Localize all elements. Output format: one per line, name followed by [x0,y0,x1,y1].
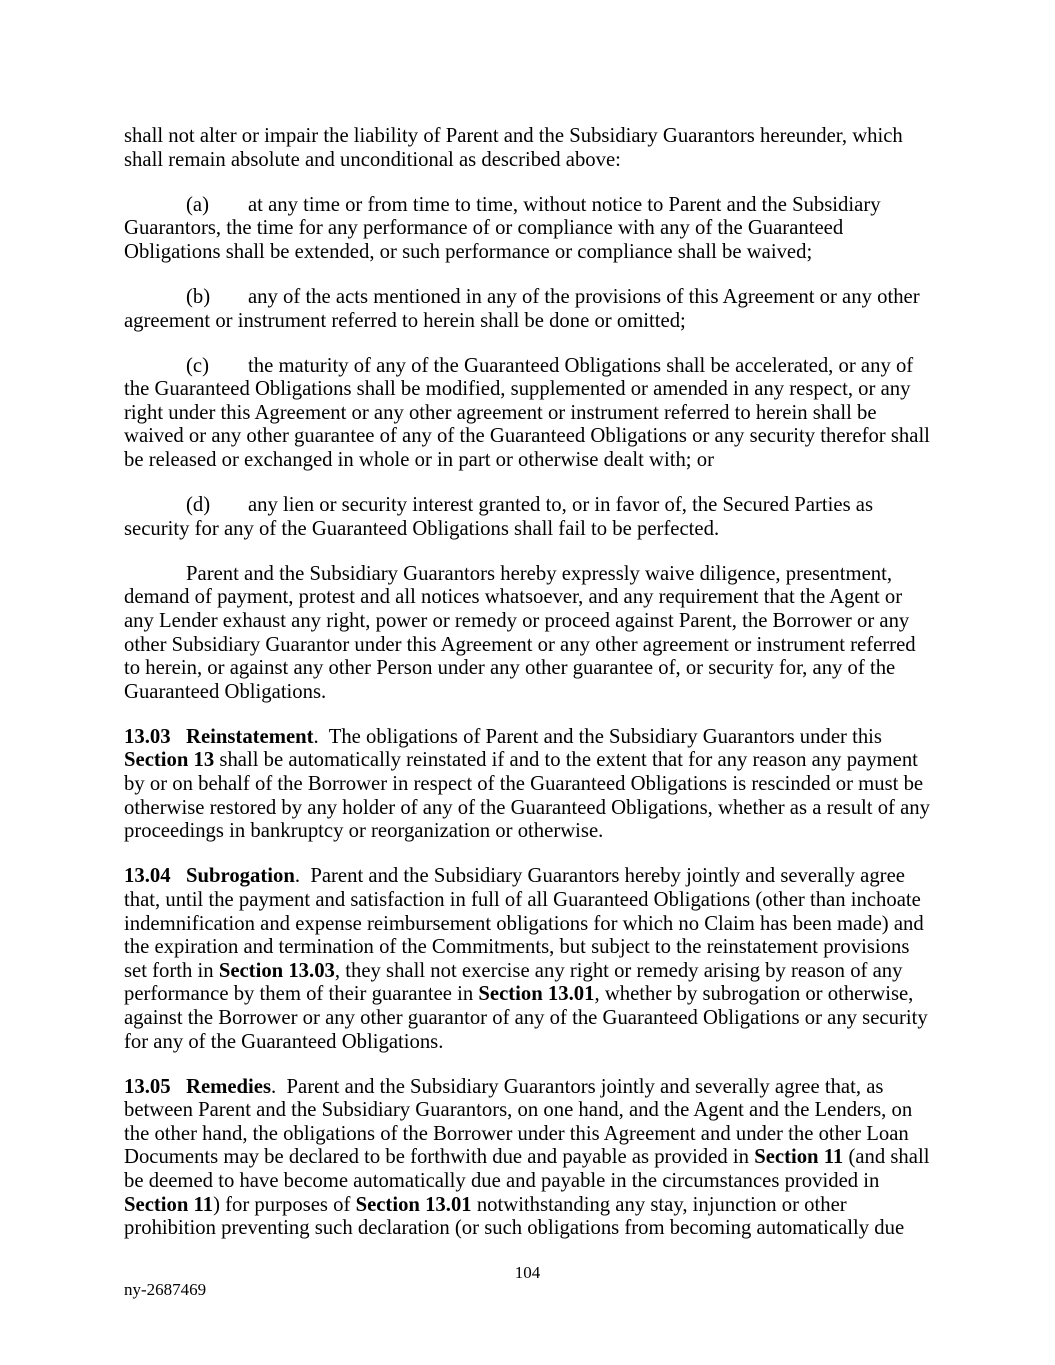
text-line: that, until the payment and satisfaction in full of all Guaranteed Obligations (other than inchoate [124,888,921,911]
text-line: right under this Agreement or any other agreement or instrument referred to herein shall be [124,401,877,424]
text-line: be deemed to have become automatically due and payable in the circumstances provided in [124,1169,880,1192]
text-line: by or on behalf of the Borrower in respect of the Guaranteed Obligations is rescinded or must be [124,773,924,796]
text-line: any Lender exhaust any right, power or remedy or proceed against Parent, the Borrower or any [124,610,910,632]
text-line: other Subsidiary Guarantor under this Agreement or any other agreement or instrument referred [124,633,916,656]
text-run: any lien or security interest granted to, or in favor of, the Secured Parties as [248,494,874,517]
text-line: be released or exchanged in whole or in part or otherwise dealt with; or [124,449,714,472]
section-13-04 [124,865,931,1054]
text-line: agreement or instrument referred to herein shall be done or omitted; [124,309,686,332]
clause-label: (d) [186,494,211,517]
text-line: indemnification and expense reimbursement obligations for which no Claim has been made) and [124,912,924,935]
section-heading-line [124,726,931,750]
text-line [124,1146,931,1170]
text-run: , whether by subrogation or otherwise, [594,983,914,1006]
text-line: the Guaranteed Obligations shall be modified, supplemented or amended in any respect, or any [124,378,911,401]
text-run: , they shall not exercise any right or remedy arising by reason of any [334,959,903,982]
clause-label: (b) [186,285,211,308]
text-line [124,749,931,773]
text-run: shall be automatically reinstated if and to the extent that for any reason any payment [214,749,918,772]
section-13-03 [124,726,931,844]
intro-paragraph [124,125,931,172]
text-line: shall remain absolute and unconditional as described above: [124,148,621,171]
text-line: for any of the Guaranteed Obligations. [124,1030,444,1053]
text-line: against the Borrower or any other guarantor of any of the Guaranteed Obligations or any security [124,1006,928,1029]
text-line: to herein, or against any other Person under any other guarantee of, or security for, any of the [124,657,896,680]
text-line: prohibition preventing such declaration (or such obligations from becoming automatically due [124,1217,905,1240]
clause-b [124,286,931,333]
section-reference: Section 13.03 [218,959,335,982]
clause-first-line [124,494,931,518]
section-13-05 [124,1076,931,1241]
text-run: performance by them of their guarantee in [124,983,479,1006]
text-run: set forth in [124,959,219,982]
text-line: proceedings in bankruptcy or reorganization or otherwise. [124,820,604,843]
text-line [124,960,931,984]
text-line: the other hand, the obligations of the Borrower under this Agreement and under the other Loan [124,1122,909,1145]
section-title: Remedies [186,1075,272,1098]
section-reference: Section 11 [754,1146,844,1169]
text-line: Guarantors, the time for any performance of or compliance with any of the Guaranteed [124,217,844,240]
section-title: Subrogation [186,865,295,888]
section-reference: Section 13.01 [478,983,595,1006]
text-run: . Parent and the Subsidiary Guarantors hereby jointly and severally agree [294,865,905,888]
clause-c [124,355,931,473]
text-run: notwithstanding any stay, injunction or other [471,1193,847,1216]
section-number: 13.04 [124,865,171,888]
text-run: . Parent and the Subsidiary Guarantors jointly and severally agree that, as [271,1075,884,1098]
text-run: Documents may be declared to be forthwith due and payable as provided in [124,1146,755,1169]
text-run: at any time or from time to time, without notice to Parent and the Subsidiary [248,193,881,216]
text-line: security for any of the Guaranteed Obligations shall fail to be perfected. [124,517,720,540]
page-number: 104 [514,1263,541,1282]
text-line [124,983,931,1007]
text-run: (and shall [843,1146,930,1169]
text-run: . The obligations of Parent and the Subsidiary Guarantors under this [313,725,882,748]
clause-first-line [124,286,931,310]
text-line: the expiration and termination of the Commitments, but subject to the reinstatement provisions [124,936,910,959]
clause-first-line [124,194,931,218]
text-line: between Parent and the Subsidiary Guarantors, on one hand, and the Agent and the Lenders, on [124,1099,913,1122]
text-line: otherwise restored by any holder of any of the Guaranteed Obligations, whether as a result of any [124,796,930,819]
section-reference: Section 13 [124,749,215,772]
text-line: waived or any other guarantee of any of the Guaranteed Obligations or any security therefor shall [124,425,930,448]
document-id: ny-2687469 [124,1280,207,1299]
text-line: Obligations shall be extended, or such performance or compliance shall be waived; [124,240,813,263]
clause-label: (a) [186,193,209,216]
clause-a [124,194,931,265]
text-line: Parent and the Subsidiary Guarantors hereby expressly waive diligence, presentment, [186,562,893,585]
clause-first-line [124,355,931,379]
section-number: 13.05 [124,1075,171,1098]
text-line: shall not alter or impair the liability of Parent and the Subsidiary Guarantors hereunder, which [124,125,903,147]
document-body [124,125,931,1262]
text-run: ) for purposes of [213,1193,356,1216]
text-run: any of the acts mentioned in any of the provisions of this Agreement or any other [248,285,920,308]
section-heading-line [124,865,931,889]
clause-label: (c) [186,354,209,377]
text-run: the maturity of any of the Guaranteed Obligations shall be accelerated, or any of [248,354,914,377]
clause-d [124,494,931,541]
text-line: demand of payment, protest and all notices whatsoever, and any requirement that the Agent or [124,586,903,609]
section-heading-line [124,1076,931,1100]
section-reference: Section 11 [124,1193,214,1216]
text-line [124,1194,931,1218]
waiver-paragraph [124,563,931,705]
section-title: Reinstatement [186,725,314,748]
section-number: 13.03 [124,725,171,748]
text-line: Guaranteed Obligations. [124,680,327,703]
section-reference: Section 13.01 [355,1193,472,1216]
